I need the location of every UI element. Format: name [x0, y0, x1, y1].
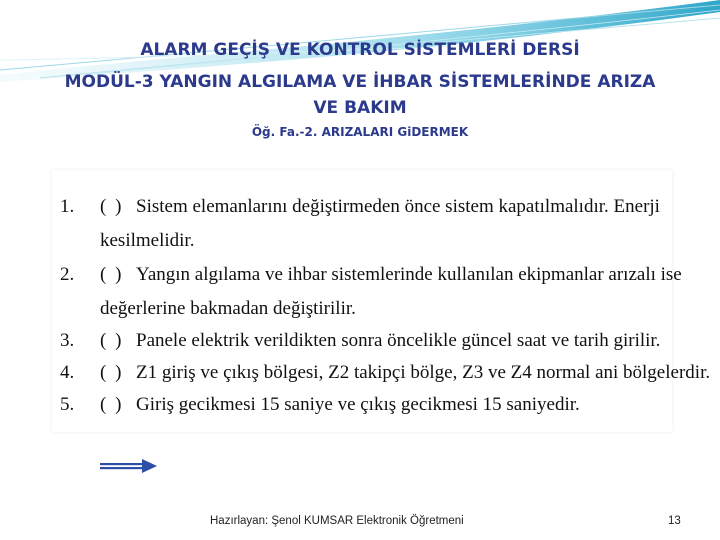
- module-title: MODÜL-3 YANGIN ALGILAMA VE İHBAR SİSTEMLERİNDE ARIZA: [64, 72, 656, 92]
- module-title-continued: VE BAKIM: [313, 98, 407, 118]
- question-text: Sistem elemanlarını değiştirmeden önce sistem kapatılmalıdır. Enerji: [136, 196, 660, 217]
- question-text: Panele elektrik verildikten sonra öncelikle güncel saat ve tarih girilir.: [136, 330, 661, 351]
- question-text: Giriş gecikmesi 15 saniye ve çıkış gecikmesi 15 saniyedir.: [136, 394, 580, 415]
- question-text: Yangın algılama ve ihbar sistemlerinde kullanılan ekipmanlar arızalı ise: [136, 264, 682, 285]
- course-title: ALARM GEÇİŞ VE KONTROL SİSTEMLERİ DERSİ: [140, 40, 580, 60]
- question-text-continued: değerlerine bakmadan değiştirilir.: [100, 298, 356, 319]
- answer-blank: ( ): [100, 362, 124, 383]
- answer-blank: ( ): [100, 264, 124, 285]
- activity-subtitle: Öğ. Fa.-2. ARIZALARI GiDERMEK: [251, 125, 469, 139]
- question-number: 1.: [60, 196, 75, 217]
- question-number: 3.: [60, 330, 75, 351]
- answer-blank: ( ): [100, 394, 124, 415]
- answer-blank: ( ): [100, 196, 124, 217]
- page-number: 13: [668, 515, 681, 527]
- question-list: [52, 170, 711, 432]
- footer-author: Hazırlayan: Şenol KUMSAR Elektronik Öğretmeni: [210, 515, 464, 527]
- question-text-continued: kesilmelidir.: [100, 230, 195, 251]
- answer-blank: ( ): [100, 330, 124, 351]
- question-text: Z1 giriş ve çıkış bölgesi, Z2 takipçi bölge, Z3 ve Z4 normal ani bölgelerdir.: [136, 362, 711, 383]
- right-arrow-icon[interactable]: [100, 458, 158, 474]
- question-number: 2.: [60, 264, 75, 285]
- question-number: 5.: [60, 394, 75, 415]
- question-number: 4.: [60, 362, 75, 383]
